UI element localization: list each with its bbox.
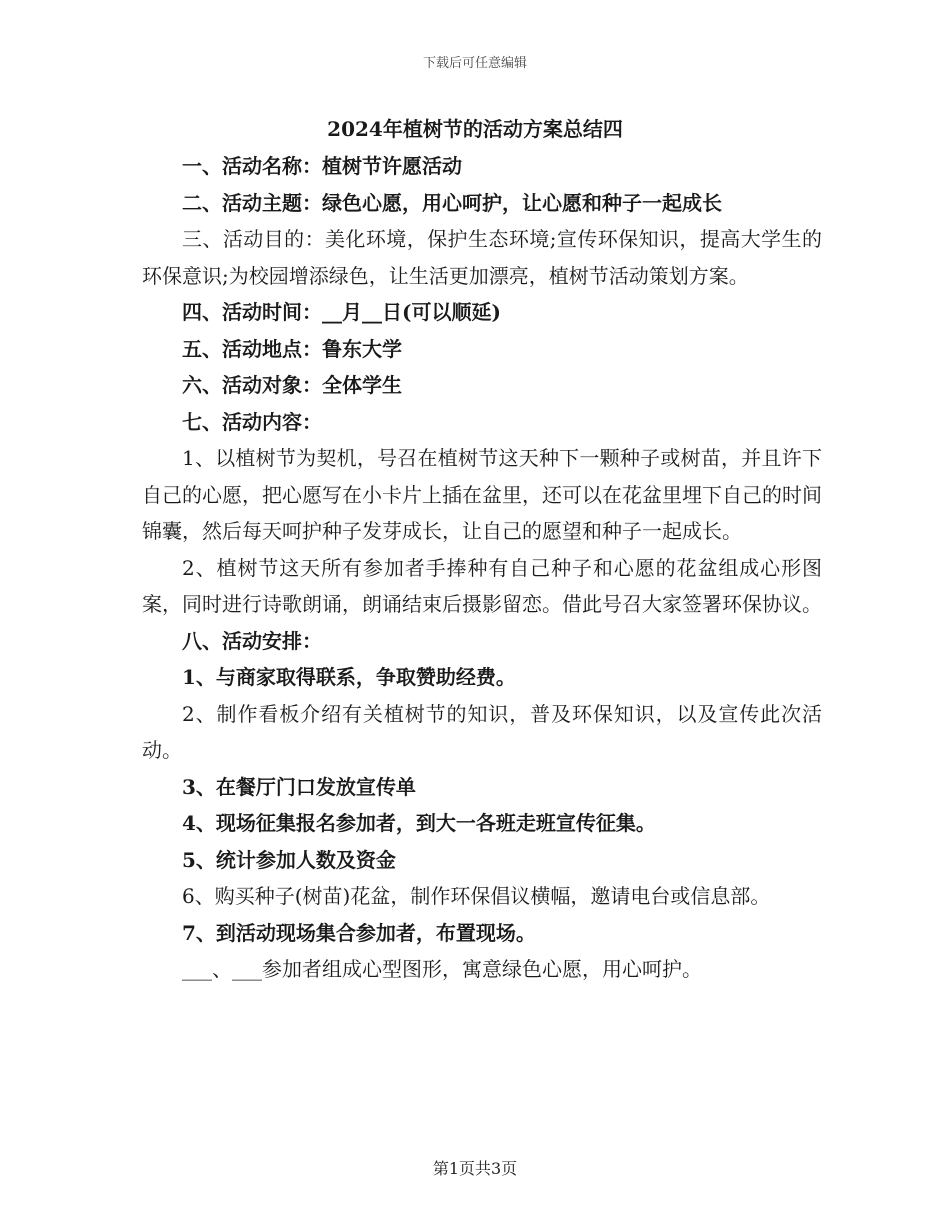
- section-activity-time: 四、活动时间：__月__日(可以顺延): [182, 300, 501, 324]
- arrangement-item-2: 2、制作看板介绍有关植树节的知识，普及环保知识，以及宣传此次活动。: [142, 701, 822, 762]
- arrangement-item-7: 7、到活动现场集合参加者，布置现场。: [182, 920, 536, 945]
- arrangement-item-4: 4、现场征集报名参加者，到大一各班走班宣传征集。: [182, 811, 656, 835]
- section-activity-theme: 二、活动主题：绿色心愿，用心呵护，让心愿和种子一起成长: [182, 190, 722, 215]
- arrangement-item-1: 1、与商家取得联系，争取赞助经费。: [182, 665, 516, 689]
- page-header: 下载后可任意编辑: [422, 56, 527, 71]
- section-activity-location: 五、活动地点：鲁东大学: [182, 336, 402, 361]
- section-activity-content: 七、活动内容：: [182, 409, 322, 434]
- arrangement-item-8: ___、___参加者组成心型图形，寓意绿色心愿，用心呵护。: [182, 957, 702, 981]
- section-activity-audience: 六、活动对象：全体学生: [182, 373, 402, 397]
- arrangement-item-5: 5、统计参加人数及资金: [182, 847, 396, 872]
- content-item-1: 1、以植树节为契机，号召在植树节这天种下一颗种子或树苗，并且许下自己的心愿，把心愿写在小卡片上插在盆里，还可以在花盆里埋下自己的时间锦囊，然后每天呵护种子发芽成长，让自己的愿望和种子一起成长。: [142, 446, 822, 543]
- section-activity-purpose: 三、活动目的：美化环境，保护生态环境;宣传环保知识，提高大学生的环保意识;为校园增添绿色，让生活更加漂亮，植树节活动策划方案。: [142, 227, 822, 288]
- section-activity-arrangement: 八、活动安排：: [182, 628, 322, 653]
- arrangement-item-3: 3、在餐厅门口发放宣传单: [182, 774, 416, 799]
- arrangement-item-6: 6、购买种子(树苗)花盆，制作环保倡议横幅，邀请电台或信息部。: [182, 884, 771, 908]
- document-title: 2024年植树节的活动方案总结四: [327, 117, 623, 141]
- page-footer: 第1页共3页: [432, 1159, 518, 1178]
- document-body: [142, 148, 822, 988]
- content-item-2: 2、植树节这天所有参加者手捧种有自己种子和心愿的花盆组成心形图案，同时进行诗歌朗诵，朗诵结束后摄影留恋。借此号召大家签署环保协议。: [142, 555, 822, 616]
- section-activity-name: 一、活动名称：植树节许愿活动: [182, 154, 462, 178]
